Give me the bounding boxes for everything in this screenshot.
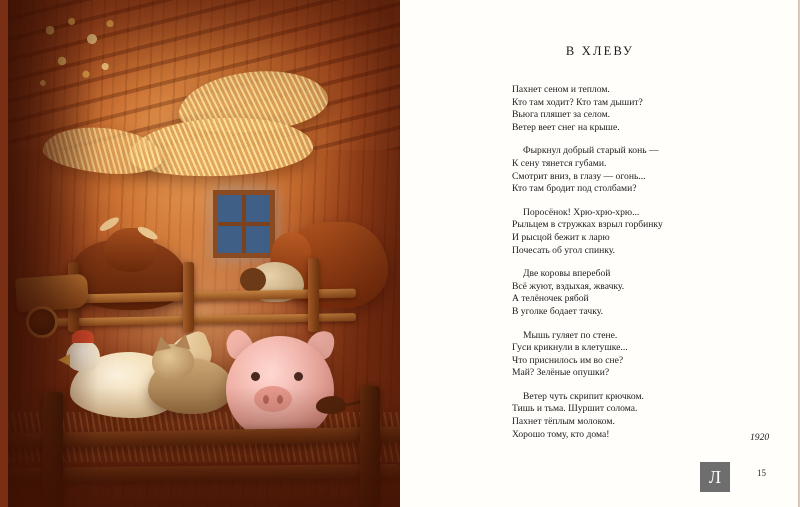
poem-line: А телёночек рябой [512,293,589,305]
poem-line: Вьюга пляшет за селом. [512,109,611,121]
poem-line: Всё жуют, вздыхая, жвачку. [512,280,625,292]
poem-line: Мышь гуляет по стене. [523,329,618,341]
poem-line: Кто там бродит под столбами? [512,183,637,195]
poem-line: Две коровы вперебой [523,268,611,280]
poem-line: Кто там ходит? Кто там дышит? [512,96,643,108]
poem-line: Ветер веет снег на крыше. [512,121,620,133]
poem-line: Почесать об угол спинку. [512,244,615,256]
barn-illustration [8,0,400,507]
poem-line: Пахнет сеном и теплом. [512,84,610,95]
poem-body [512,84,762,452]
poem-line: Ветер чуть скрипит крючком. [523,390,644,402]
page-number: 15 [757,468,766,478]
poem-page [400,0,800,507]
poem-stanza [512,145,762,195]
poem-stanza [512,330,762,380]
poem-line: К сену тянется губами. [512,157,607,169]
poem-line: Хорошо тому, кто дома! [512,428,610,440]
publisher-logo: Л [700,462,730,492]
poem-line: Гуси крикнули в клетушке... [512,342,628,354]
poem-stanza [512,268,762,318]
poem-line: Поросёнок! Хрю-хрю-хрю... [523,206,640,218]
poem-line: Смотрит вниз, в глазу — огонь... [512,170,646,182]
poem-year: 1920 [750,432,770,443]
poem-line: Пахнет тёплым молоком. [512,416,615,428]
poem-line: Рыльцем в стружках взрыл горбинку [512,219,663,231]
poem-line: Фыркнул добрый старый конь — [523,145,659,157]
poem-line: В уголке бодает тачку. [512,305,603,317]
poem-stanza [512,391,762,441]
poem-line: Май? Зелёные опушки? [512,367,610,379]
poem-line: Что приснилось им во сне? [512,354,624,366]
poem-title: В ХЛЕВУ [565,44,635,58]
poem-line: Тишь и тьма. Шуршит солома. [512,403,638,415]
poem-stanza [512,207,762,257]
poem-line: И рысцой бежит к ларю [512,231,610,243]
vignette [8,0,400,507]
poem-stanza [512,84,762,134]
